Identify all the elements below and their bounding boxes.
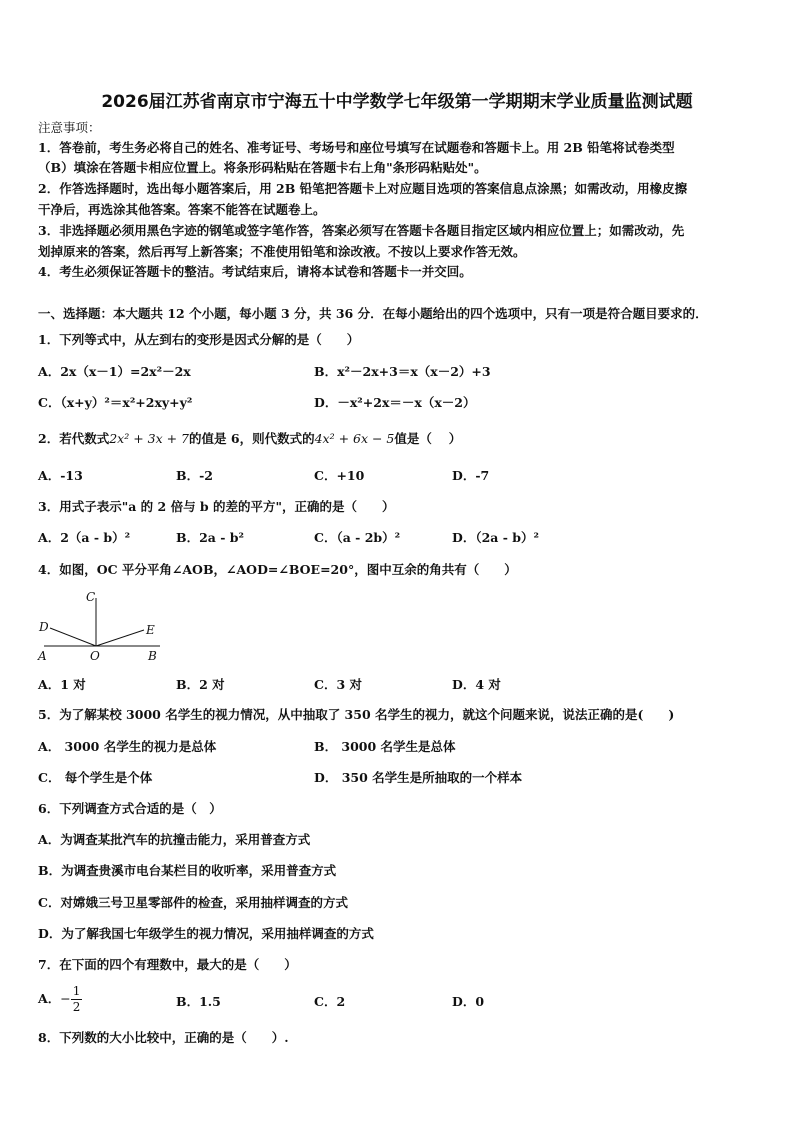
label-e: E <box>146 623 155 637</box>
ray-od <box>50 628 96 646</box>
q4-option-a: A．1 对 <box>38 677 86 692</box>
q5-option-b: B． 3000 名学生是总体 <box>314 739 456 754</box>
q7-option-d: D．0 <box>452 994 485 1009</box>
q8-stem: 8．下列数的大小比较中，正确的是（ ）. <box>38 1030 289 1045</box>
exam-title: 2026届江苏省南京市宁海五十中学数学七年级第一学期期末学业质量监测试题 <box>101 92 693 112</box>
q3-option-a: A．2（a - b）² <box>38 530 131 545</box>
label-c: C <box>86 590 96 604</box>
q2-expression-2: 4x² + 6x − 5 <box>314 431 395 446</box>
q4-option-b: B．2 对 <box>176 677 225 692</box>
q7-option-a-letter: A． <box>38 991 61 1006</box>
label-b: B <box>148 649 157 663</box>
q7-numerator: 1 <box>72 984 81 998</box>
q4-option-c: C．3 对 <box>314 677 362 692</box>
q6-stem: 6．下列调查方式合适的是（ ） <box>38 801 222 816</box>
q6-option-a: A．为调查某批汽车的抗撞击能力，采用普查方式 <box>38 832 311 847</box>
q1-option-a: A．2x（x－1）=2x²－2x <box>38 364 191 379</box>
q2-stem-middle: 的值是 6，则代数式的 <box>189 431 315 446</box>
q5-option-c: C． 每个学生是个体 <box>38 770 153 785</box>
ray-oe <box>96 630 144 646</box>
q6-option-c: C．对嫦娥三号卫星零部件的检查，采用抽样调查的方式 <box>38 895 348 910</box>
q1-stem: 1．下列等式中，从左到右的变形是因式分解的是（ ） <box>38 332 360 347</box>
notice-line-2: （B）填涂在答题卡相应位置上。将条形码粘贴在答题卡右上角"条形码粘贴处"。 <box>38 160 487 175</box>
q7-option-c: C．2 <box>314 994 346 1009</box>
q2-option-b: B．-2 <box>176 468 213 483</box>
q7-option-a <box>38 984 82 1015</box>
angle-figure <box>30 586 170 668</box>
q2-option-c: C．+10 <box>314 468 365 483</box>
label-o: O <box>90 649 100 663</box>
q1-option-b: B．x²－2x+3＝x（x－2）+3 <box>314 364 491 379</box>
q7-option-b: B．1.5 <box>176 994 221 1009</box>
q7-denominator: 2 <box>72 1000 81 1014</box>
q7-minus-sign: − <box>60 991 71 1006</box>
q3-stem: 3．用式子表示"a 的 2 倍与 b 的差的平方"，正确的是（ ） <box>38 499 395 514</box>
notice-line-7: 4．考生必须保证答题卡的整洁。考试结束后，请将本试卷和答题卡一并交回。 <box>38 264 472 279</box>
q6-option-d: D．为了解我国七年级学生的视力情况，采用抽样调查的方式 <box>38 926 374 941</box>
q2-stem <box>38 431 758 447</box>
notice-line-6: 划掉原来的答案，然后再写上新答案；不准使用铅笔和涂改液。不按以上要求作答无效。 <box>38 244 526 259</box>
notice-line-5: 3．非选择题必须用黑色字迹的钢笔或签字笔作答，答案必须写在答题卡各题目指定区域内相应位置上；如需改动，先 <box>38 223 685 238</box>
q5-stem: 5．为了解某校 3000 名学生的视力情况，从中抽取了 350 名学生的视力，就这个问题来说，说法正确的是( ) <box>38 707 675 722</box>
q2-option-a: A．-13 <box>38 468 83 483</box>
q5-option-a: A． 3000 名学生的视力是总体 <box>38 739 217 754</box>
notice-line-1: 1．答卷前，考生务必将自己的姓名、准考证号、考场号和座位号填写在试题卷和答题卡上。用 2B 铅笔将试卷类型 <box>38 140 675 155</box>
label-a: A <box>38 649 47 663</box>
q4-option-d: D．4 对 <box>452 677 501 692</box>
section-heading: 一、选择题：本大题共 12 个小题，每小题 3 分，共 36 分．在每小题给出的四个选项中，只有一项是符合题目要求的． <box>38 306 708 321</box>
q2-stem-end: 值是（ ） <box>394 431 462 446</box>
q7-stem: 7．在下面的四个有理数中，最大的是（ ） <box>38 957 297 972</box>
q3-option-c: C．（a - 2b）² <box>314 530 401 545</box>
q2-expression-1: 2x² + 3x + 7 <box>109 431 190 446</box>
q3-option-b: B．2a - b² <box>176 530 244 545</box>
q2-option-d: D．-7 <box>452 468 490 483</box>
label-d: D <box>39 620 49 634</box>
q6-option-b: B．为调查贵溪市电台某栏目的收听率，采用普查方式 <box>38 863 337 878</box>
q2-stem-start: 2．若代数式 <box>38 431 110 446</box>
notice-heading: 注意事项： <box>38 120 101 135</box>
q4-stem: 4．如图，OC 平分平角∠AOB，∠AOD=∠BOE=20°，图中互余的角共有（ ） <box>38 562 517 577</box>
q3-option-d: D．（2a - b）² <box>452 530 539 545</box>
q5-option-d: D． 350 名学生是所抽取的一个样本 <box>314 770 523 785</box>
notice-line-4: 干净后，再选涂其他答案。答案不能答在试题卷上。 <box>38 202 326 217</box>
q1-option-c: C．（x+y）²＝x²+2xy+y² <box>38 395 193 410</box>
notice-line-3: 2．作答选择题时，选出每小题答案后，用 2B 铅笔把答题卡上对应题目选项的答案信息点涂黑；如需改动，用橡皮擦 <box>38 181 688 196</box>
q7-fraction <box>71 984 83 1015</box>
q1-option-d: D．－x²+2x＝－x（x－2） <box>314 395 476 410</box>
